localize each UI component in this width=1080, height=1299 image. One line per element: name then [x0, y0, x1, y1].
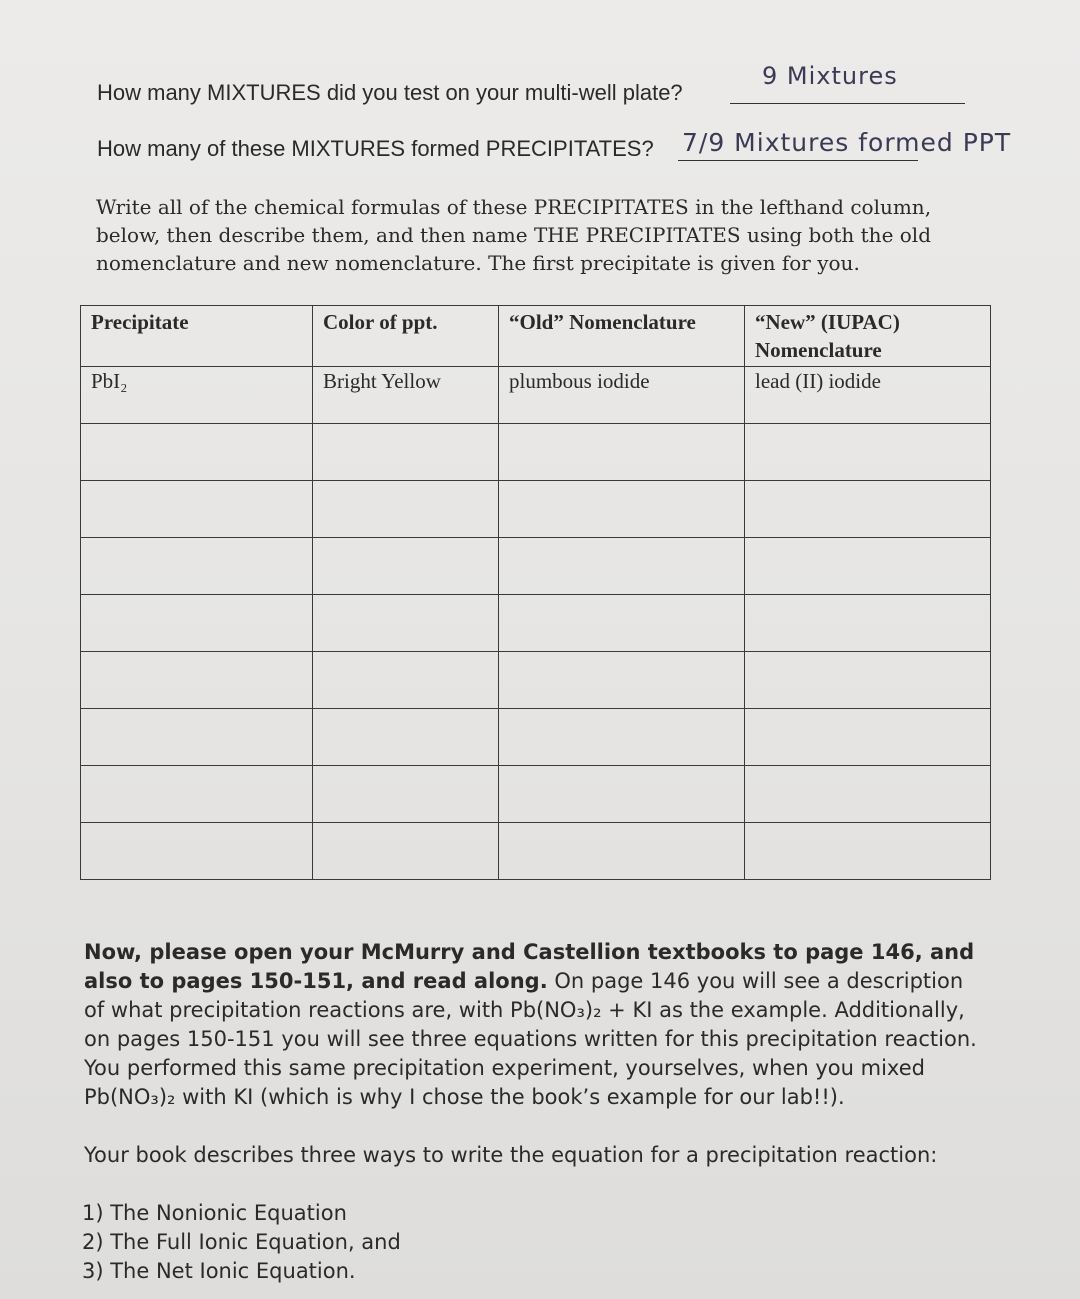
question-mixtures-tested: How many MIXTURES did you test on your multi-well plate? — [97, 80, 683, 105]
table-row — [81, 823, 991, 880]
empty-cell — [81, 652, 313, 709]
empty-cell — [313, 652, 499, 709]
table-row — [81, 595, 991, 652]
cell-old-name: plumbous iodide — [499, 367, 745, 424]
empty-cell — [313, 595, 499, 652]
empty-cell — [81, 481, 313, 538]
empty-cell — [313, 424, 499, 481]
empty-cell — [81, 538, 313, 595]
header-color: Color of ppt. — [313, 306, 499, 367]
header-precipitate: Precipitate — [81, 306, 313, 367]
empty-cell — [313, 709, 499, 766]
cell-color: Bright Yellow — [313, 367, 499, 424]
table-row — [81, 538, 991, 595]
handwritten-answer-2: 7/9 Mixtures formed PPT — [682, 128, 1012, 157]
empty-cell — [745, 481, 991, 538]
empty-cell — [745, 823, 991, 880]
empty-cell — [499, 595, 745, 652]
table-row — [81, 709, 991, 766]
answer-line-1 — [730, 103, 965, 104]
empty-cell — [745, 595, 991, 652]
empty-cell — [313, 481, 499, 538]
empty-cell — [745, 538, 991, 595]
empty-cell — [499, 481, 745, 538]
list-item: 3) The Net Ionic Equation. — [82, 1259, 356, 1283]
table-row — [81, 652, 991, 709]
empty-cell — [745, 652, 991, 709]
empty-cell — [81, 709, 313, 766]
precipitate-table — [80, 305, 991, 880]
list-item: 1) The Nonionic Equation — [82, 1201, 347, 1225]
empty-cell — [499, 652, 745, 709]
header-new-nomenclature: “New” (IUPAC) Nomenclature — [745, 306, 991, 367]
empty-cell — [499, 823, 745, 880]
table-row — [81, 481, 991, 538]
table-row — [81, 766, 991, 823]
reading-paragraph — [84, 938, 984, 1112]
empty-cell — [499, 424, 745, 481]
empty-cell — [745, 766, 991, 823]
reading-bold: Now, please open your McMurry and Castellion textbooks to page 146, and also to pages 150-151, and read along. — [84, 940, 975, 993]
empty-cell — [745, 709, 991, 766]
empty-cell — [81, 595, 313, 652]
empty-cell — [499, 709, 745, 766]
table-row — [81, 424, 991, 481]
empty-cell — [81, 823, 313, 880]
empty-cell — [81, 424, 313, 481]
cell-new-name: lead (II) iodide — [745, 367, 991, 424]
equation-list — [82, 1199, 401, 1286]
empty-cell — [499, 766, 745, 823]
empty-cell — [313, 538, 499, 595]
handwritten-answer-1: 9 Mixtures — [762, 62, 898, 90]
reading-text: On page 146 you will see a description of what precipitation reactions are, with Pb(NO₃)₂ + KI as the example. Additionally, on pages 150-151 you will see three equations written for this precipitation reaction. You performed this same precipitation experiment, yourselves, when you mixed Pb(NO₃)₂ with KI (which is why I chose the book’s example for our lab!!). — [84, 969, 977, 1109]
empty-cell — [745, 424, 991, 481]
table-header-row — [81, 306, 991, 367]
empty-cell — [313, 766, 499, 823]
cell-formula: PbI₂ — [81, 367, 313, 424]
question-precipitates-formed: How many of these MIXTURES formed PRECIPITATES? — [97, 136, 654, 161]
instructions-paragraph: Write all of the chemical formulas of these PRECIPITATES in the lefthand column, below, then describe them, and then name THE PRECIPITATES using both the old nomenclature and new nomenclature. The first precipitate is given for you. — [96, 195, 932, 275]
header-old-nomenclature: “Old” Nomenclature — [499, 306, 745, 367]
empty-cell — [81, 766, 313, 823]
empty-cell — [499, 538, 745, 595]
book-intro: Your book describes three ways to write the equation for a precipitation reaction: — [84, 1143, 938, 1167]
list-item: 2) The Full Ionic Equation, and — [82, 1230, 401, 1254]
answer-line-2 — [678, 160, 918, 161]
table-row — [81, 367, 991, 424]
empty-cell — [313, 823, 499, 880]
